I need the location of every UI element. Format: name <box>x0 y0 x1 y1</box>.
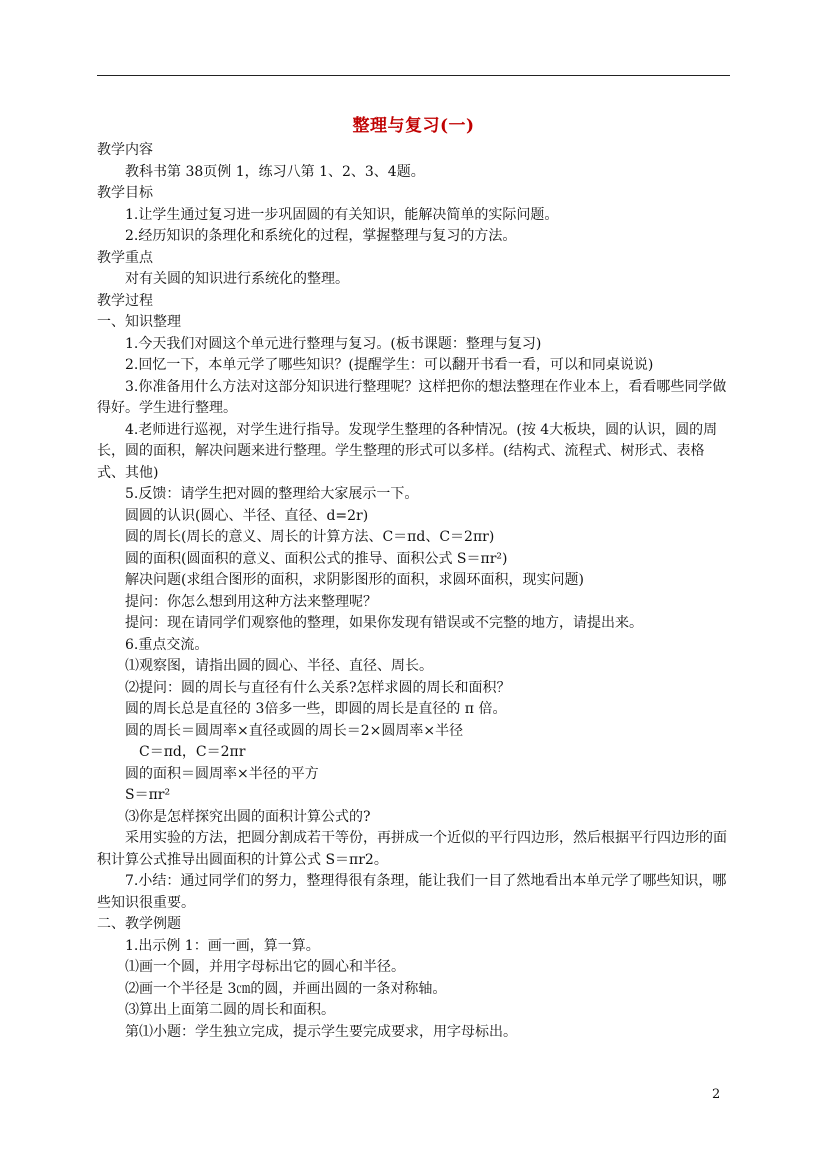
paragraph: 对有关圆的知识进行系统化的整理。 <box>125 271 349 287</box>
paragraph: ⑵提问：圆的周长与直径有什么关系?怎样求圆的周长和面积？ <box>125 679 511 696</box>
paragraph: 教学目标 <box>97 185 153 201</box>
paragraph: 圆的周长总是直径的 3倍多一些，即圆的周长是直径的 π 倍。 <box>125 701 507 717</box>
paragraph: 圆圆的认识(圆心、半径、直径、d=2r) <box>125 507 369 524</box>
paragraph: 7.小结：通过同学们的努力，整理得很有条理，能让我们一目了然地看出本单元学了哪些知识，哪些知识很重要。 <box>97 873 727 911</box>
page-title: 整理与复习(一) <box>352 116 475 136</box>
paragraph: ⑶你是怎样探究出圆的面积计算公式的? <box>125 808 371 825</box>
paragraph: 二、教学例题 <box>97 916 181 932</box>
paragraph: 一、知识整理 <box>97 314 181 330</box>
paragraph: 2.经历知识的条理化和系统化的过程，掌握整理与复习的方法。 <box>125 228 517 244</box>
paragraph: 教学过程 <box>97 292 153 309</box>
paragraph: S＝πr² <box>125 787 171 803</box>
paragraph: 教科书第 38页例 1，练习八第 1、2、3、4题。 <box>125 163 425 180</box>
paragraph: 1.今天我们对圆这个单元进行整理与复习。(板书课题：整理与复习) <box>125 335 542 352</box>
paragraph: 2.回忆一下，本单元学了哪些知识？(提醒学生：可以翻开书看一看，可以和同桌说说) <box>125 357 654 373</box>
paragraph: 5.反馈：请学生把对圆的整理给大家展示一下。 <box>125 486 419 502</box>
paragraph: ⑵画一个半径是 3㎝的圆，并画出圆的一条对称轴。 <box>125 980 447 997</box>
paragraph: 圆的面积(圆面积的意义、面积公式的推导、面积公式 S＝πr²) <box>125 550 508 567</box>
paragraph: 解决问题(求组合图形的面积，求阴影图形的面积，求圆环面积，现实问题) <box>125 572 584 588</box>
paragraph: 圆的周长(周长的意义、周长的计算方法、C＝πd、C＝2πr) <box>125 529 495 545</box>
paragraph: ⑶算出上面第二圆的周长和面积。 <box>125 1002 335 1018</box>
paragraph: 提问：现在请同学们观察他的整理，如果你发现有错误或不完整的地方，请提出来。 <box>125 615 643 631</box>
paragraph: 1.出示例 1：画一画，算一算。 <box>125 937 320 954</box>
paragraph: C＝πd，C＝2πr <box>139 744 246 760</box>
paragraph: 4.老师进行巡视，对学生进行指导。发现学生整理的各种情况。(按 4大板块，圆的认识，圆的周长，圆的面积，解决问题来进行整理。学生整理的形式可以多样。(结构式、流程式、树形式、表格式、其他) <box>97 421 718 481</box>
page-number: 2 <box>712 1087 721 1102</box>
paragraph: ⑴画一个圆，并用字母标出它的圆心和半径。 <box>125 959 405 975</box>
paragraph: 圆的面积＝圆周率×半径的平方 <box>125 765 319 782</box>
paragraph: 教学重点 <box>97 249 153 266</box>
paragraph: 教学内容 <box>97 142 153 158</box>
header-rule <box>97 75 730 76</box>
paragraph: 第⑴小题：学生独立完成，提示学生要完成要求，用字母标出。 <box>125 1023 517 1040</box>
paragraph: 圆的周长＝圆周率×直径或圆的周长＝2×圆周率×半径 <box>125 722 464 739</box>
paragraph: 1.让学生通过复习进一步巩固圆的有关知识，能解决简单的实际问题。 <box>125 206 559 223</box>
document-body <box>97 140 730 1043</box>
paragraph: 3.你准备用什么方法对这部分知识进行整理呢？这样把你的想法整理在作业本上，看看哪些同学做得好。学生进行整理。 <box>97 378 727 416</box>
paragraph: ⑴观察图，请指出圆的圆心、半径、直径、周长。 <box>125 658 433 674</box>
paragraph: 采用实验的方法，把圆分割成若干等份，再拼成一个近似的平行四边形，然后根据平行四边形的面积计算公式推导出圆面积的计算公式 S＝πr2。 <box>97 830 727 868</box>
paragraph: 6.重点交流。 <box>125 636 209 653</box>
paragraph: 提问：你怎么想到用这种方法来整理呢？ <box>125 593 377 610</box>
